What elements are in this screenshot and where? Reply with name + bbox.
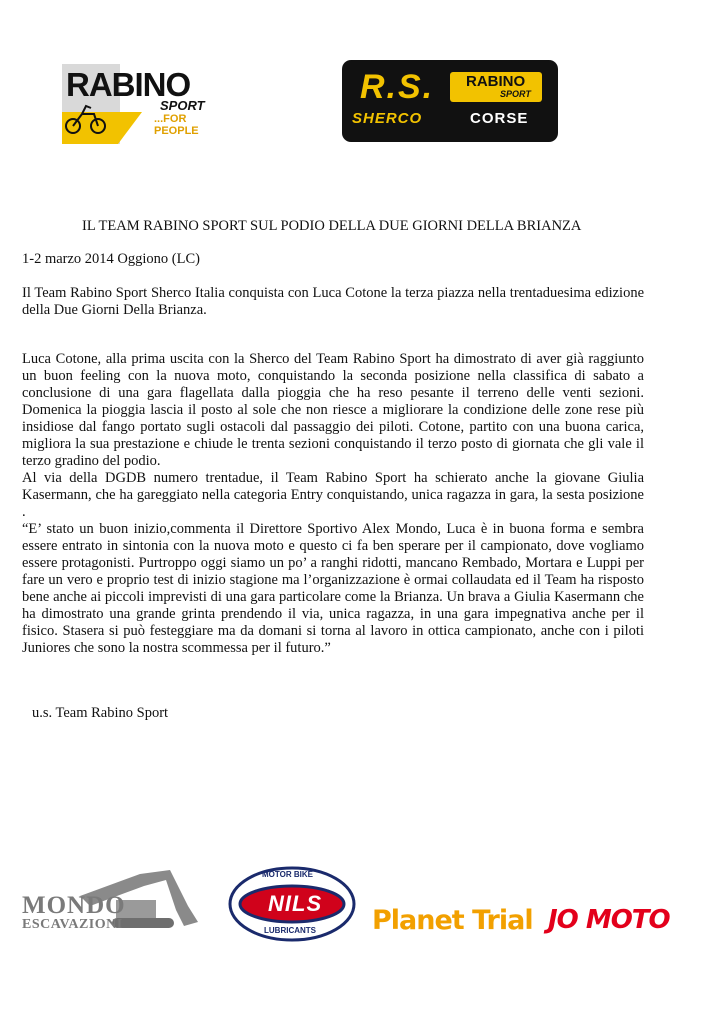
nils-top-text: MOTOR BIKE <box>262 870 313 879</box>
nils-lubricants-logo <box>226 864 358 944</box>
mondo-text: MONDO <box>22 892 126 919</box>
corse-text: CORSE <box>470 110 529 127</box>
article-body-paragraph: Luca Cotone, alla prima uscita con la Sherco del Team Rabino Sport ha dimostrato di aver già raggiunto un buon feeling con la nuova moto, conquistando la seconda posizione nella classifica di sabato a conclusione di una gara flagellata dalla pioggia che ha reso pesante il terreno delle venti sezioni. Domenica la pioggia lascia il posto al sole che non riesce a migliorare la condizione delle zone rese più insidiose dal fango portato sugli ostacoli dal passaggio dei piloti. Cotone, partito con una buona carica, migliora la sua prestazione e chiude le trenta sezioni conquistando il terzo posto di giornata che gli vale il terzo gradino del podio. Al via della DGDB numero trentadue, il Team Rabino Sport ha schierato anche la giovane Giulia Kasermann, che ha gareggiato nella categoria Entry conquistando, unica ragazza in gara, la sesta posizione . “E’ stato un buon inizio,commenta il Direttore Sportivo Alex Mondo, Luca è in buona forma e sembra essere entrato in sintonia con la nuova moto e questo ci fa ben sperare per il campionato, dove vogliamo essere protagonisti. Purtroppo oggi siamo un po’ a ranghi ridotti, mancano Rembado, Mortara e Luppi per fare un vero e proprio test di inizio stagione ma l’organizzazione è ormai collaudata ed il Team ha risposto bene anche ai piccoli imprevisti di una gara particolare come la Brianza. Un brava a Giulia Kasermann che ha dimostrato una grande grinta prendendo il via, unica ragazza, in una gara impegnativa anche per il fisico. Stasera si può festeggiare ma da domani si torna al lavoro in ottica campionato, anche con i piloti Juniores che sono la nostra scommessa per il futuro.” <box>22 351 644 656</box>
logo-sport-text: SPORT <box>160 98 205 113</box>
article-signature: u.s. Team Rabino Sport <box>32 705 169 721</box>
planet-trial-logo: Planet Trial <box>372 905 533 936</box>
rabino-sport-logo <box>62 64 218 144</box>
trial-bike-icon <box>64 102 108 136</box>
article-dateline: 1-2 marzo 2014 Oggiono (LC) <box>22 251 200 267</box>
article-lead-paragraph: Il Team Rabino Sport Sherco Italia conquista con Luca Cotone la terza piazza nella trentaduesima edizione della Due Giorni Della Brianza. <box>22 285 644 318</box>
escavazioni-text: ESCAVAZIONI <box>22 917 123 932</box>
nils-mark-text: NILS <box>268 891 323 916</box>
rs-sherco-corse-logo <box>342 60 558 142</box>
logo-tagline: ...FOR PEOPLE <box>154 113 199 137</box>
mondo-escavazioni-logo <box>20 866 210 938</box>
rs-mark: R.S. <box>360 68 435 106</box>
sherco-text: SHERCO <box>352 110 423 127</box>
jo-moto-logo: JO MOTO <box>548 905 670 935</box>
nils-bottom-text: LUBRICANTS <box>264 926 316 935</box>
rabino-badge <box>450 72 542 102</box>
logo-rabino-text: RABINO <box>66 66 191 103</box>
badge-sport-text: SPORT <box>500 89 531 99</box>
article-title: IL TEAM RABINO SPORT SUL PODIO DELLA DUE GIORNI DELLA BRIANZA <box>82 218 582 234</box>
badge-rabino-text: RABINO <box>466 73 526 90</box>
